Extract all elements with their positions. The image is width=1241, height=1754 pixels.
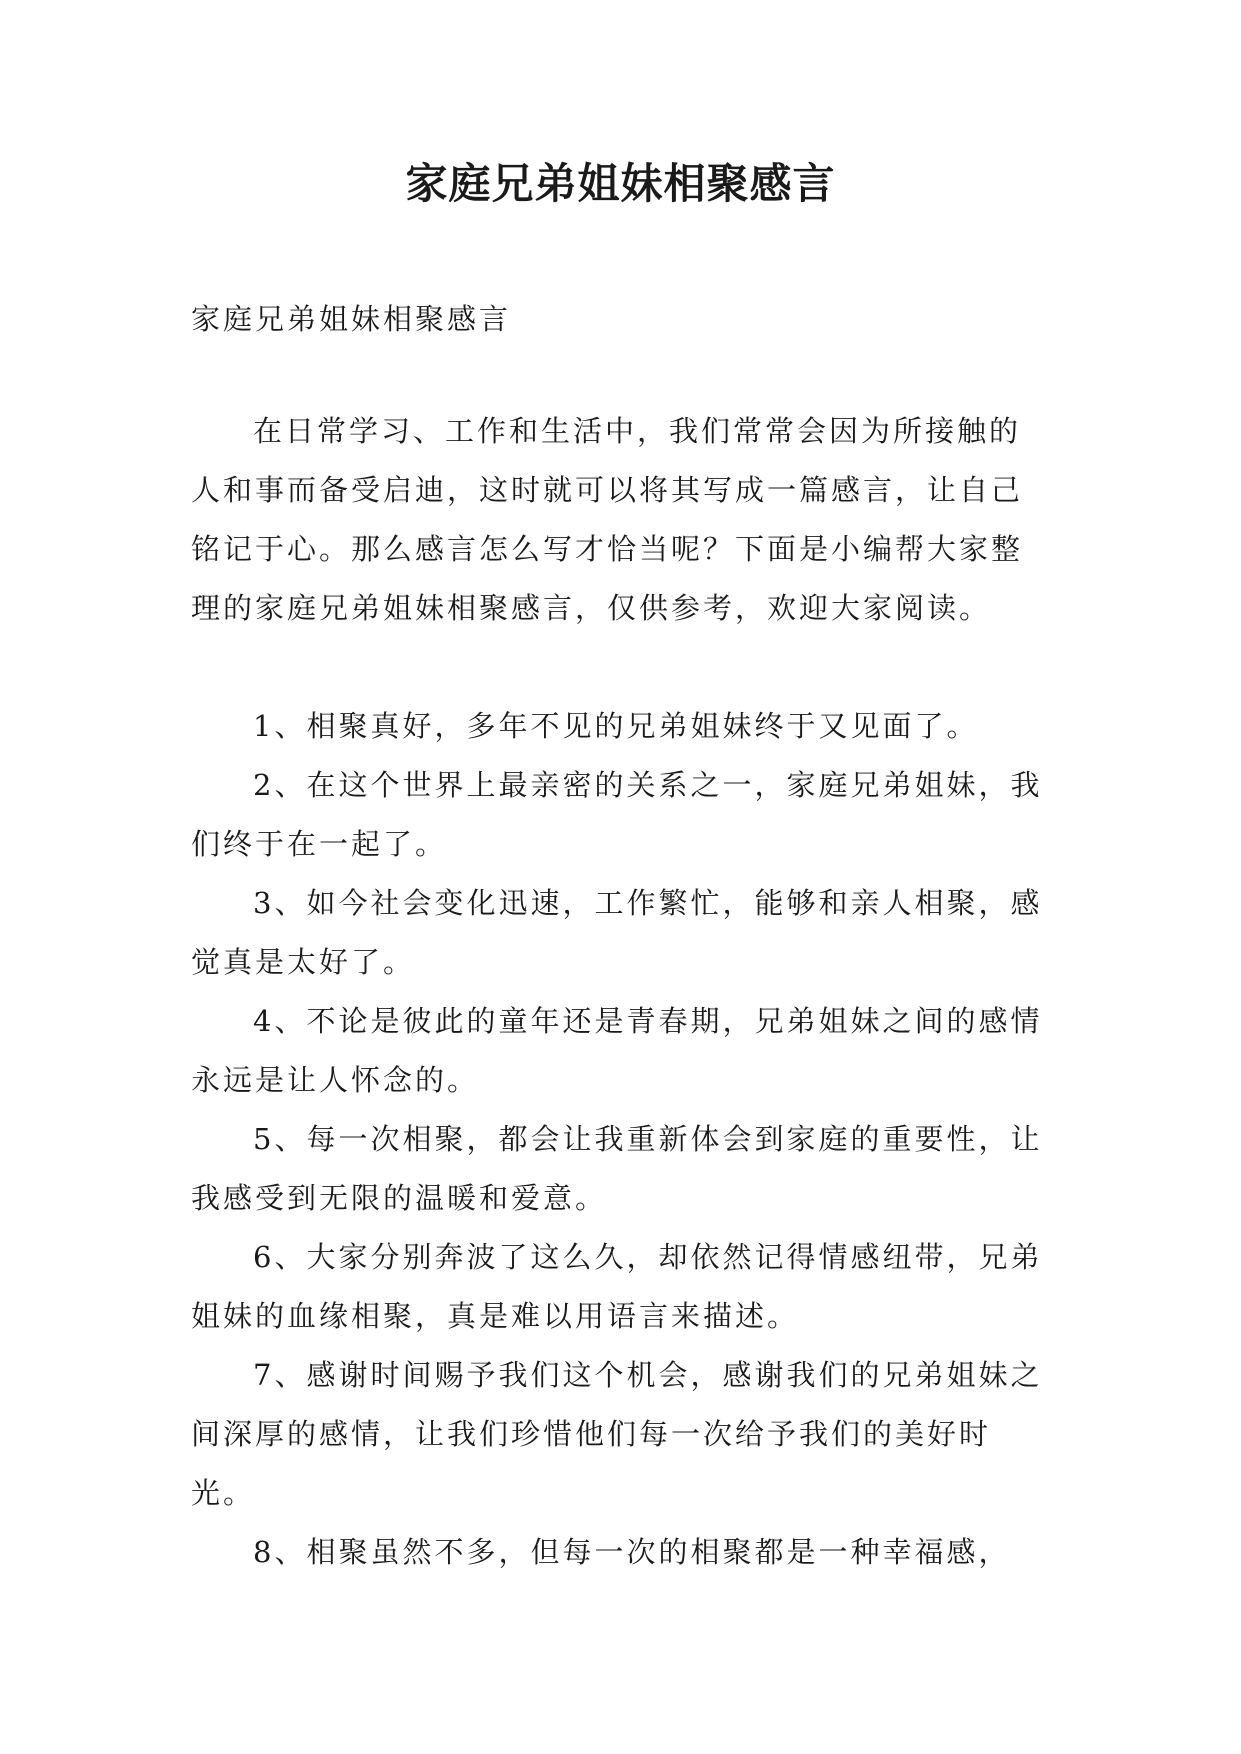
list-item: 8、相聚虽然不多，但每一次的相聚都是一种幸福感， — [253, 1535, 1011, 1569]
list-item: 6、大家分别奔波了这么久，却依然记得情感纽带，兄弟姐妹的血缘相聚，真是难以用语言来描述。 — [191, 1240, 1043, 1333]
intro-paragraph: 在日常学习、工作和生活中，我们常常会因为所接触的人和事而备受启迪，这时就可以将其写成一篇感言，让自己铭记于心。那么感言怎么写才恰当呢？下面是小编帮大家整理的家庭兄弟姐妹相聚感言，仅供参考，欢迎大家阅读。 — [191, 414, 1024, 625]
list-item: 1、相聚真好，多年不见的兄弟姐妹终于又见面了。 — [253, 709, 979, 743]
document-title: 家庭兄弟姐妹相聚感言 — [405, 159, 836, 208]
list-item: 5、每一次相聚，都会让我重新体会到家庭的重要性，让我感受到无限的温暖和爱意。 — [191, 1122, 1043, 1215]
reflection-list — [191, 697, 1049, 1582]
document-subtitle: 家庭兄弟姐妹相聚感言 — [191, 302, 512, 336]
list-item: 2、在这个世界上最亲密的关系之一，家庭兄弟姐妹，我们终于在一起了。 — [191, 768, 1043, 861]
list-item: 7、感谢时间赐予我们这个机会，感谢我们的兄弟姐妹之间深厚的感情，让我们珍惜他们每一次给予我们的美好时光。 — [191, 1358, 1043, 1510]
list-item: 3、如今社会变化迅速，工作繁忙，能够和亲人相聚，感觉真是太好了。 — [191, 886, 1043, 979]
list-item: 4、不论是彼此的童年还是青春期，兄弟姐妹之间的感情永远是让人怀念的。 — [191, 1004, 1043, 1097]
